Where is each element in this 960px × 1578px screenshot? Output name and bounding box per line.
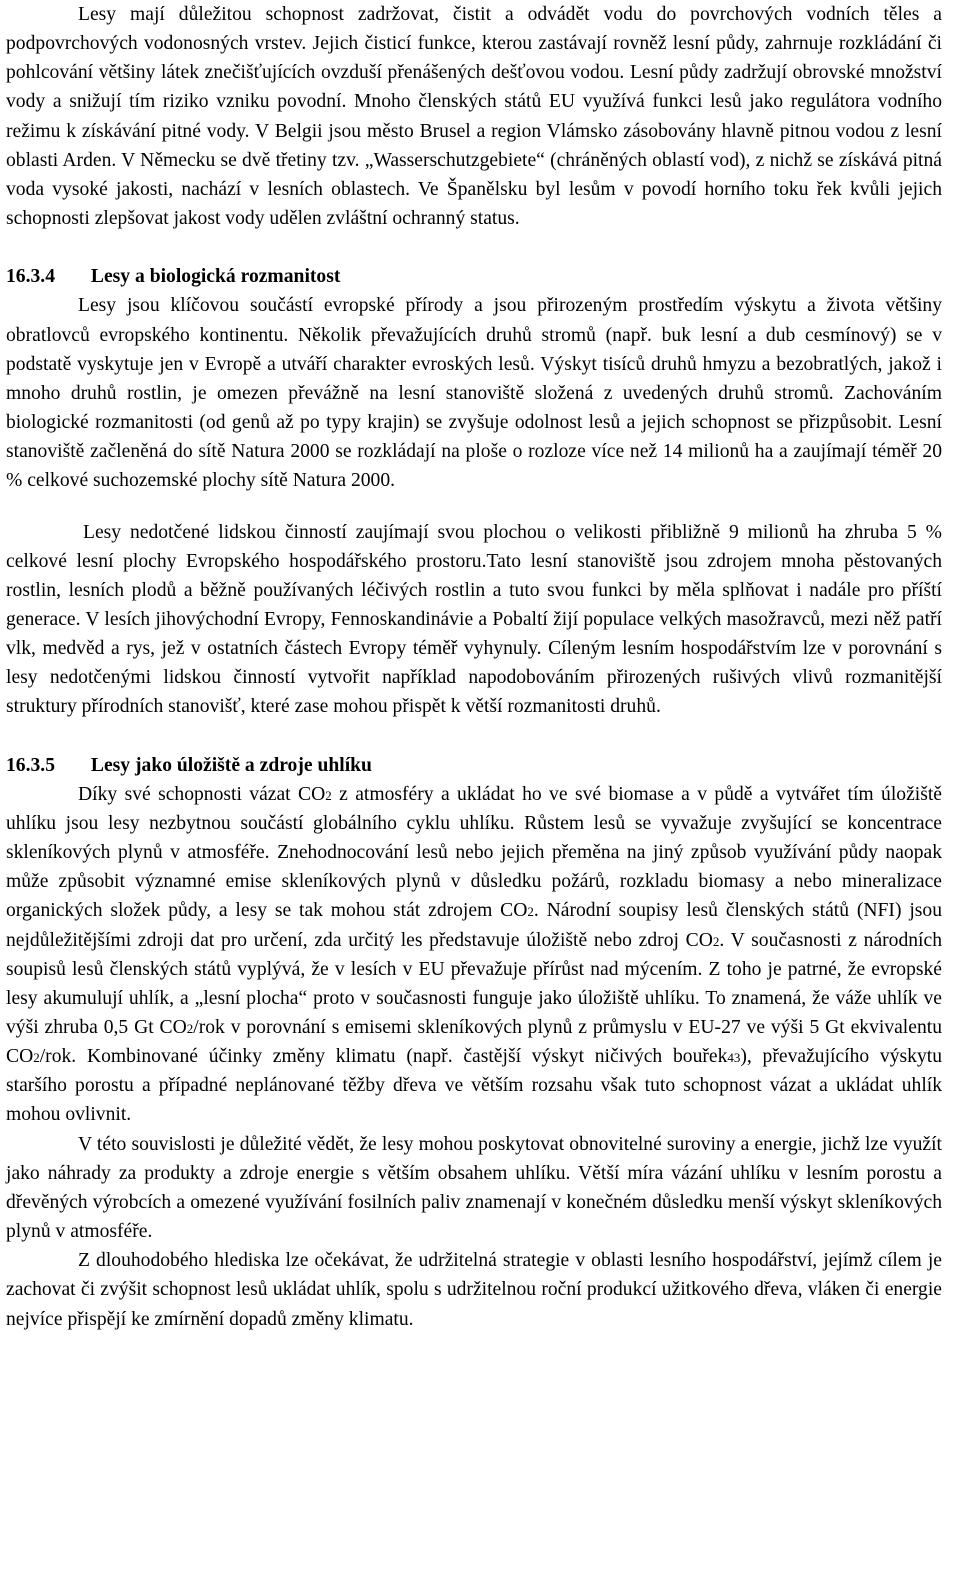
text-run: ), převažujícího výskytu staršího porostu a případné neplánované těžby dřeva ve větším rozsahu však tuto schopnost vázat a ukládat uhlík mohou ovlivnit.: [6, 1046, 942, 1126]
subscript: 2: [325, 787, 332, 803]
subscript: 2: [186, 1021, 194, 1036]
section-title: Lesy a biologická rozmanitost: [90, 266, 341, 288]
text-run: /rok v porovnání s emisemi skleníkových plynů z průmyslu v EU-27 ve výši 5 Gt ekvivalentu CO: [6, 1017, 942, 1068]
section-title: Lesy jako úložiště a zdroje uhlíku: [90, 754, 372, 776]
section-number: 16.3.5: [6, 754, 55, 776]
text-run: . Národní soupisy lesů členských států (NFI) jsou nejdůležitějšími zdroji dat pro určení, zda určitý les představuje úložiště nebo zdroj CO: [6, 900, 942, 951]
paragraph-water: Lesy mají důležitou schopnost zadržovat, čistit a odvádět vodu do povrchových vodních těles a podpovrchových vodonosných vrstev. Jejich čisticí funkce, kterou zastávají rovněž lesní půdy, zahrnuje rozkládání či pohlcování většiny látek znečišťujících ovzduší přenášených dešťovou vodou. Lesní půdy zadržují obrovské množství vody a snižují tím riziko vzniku povodní. Mnoho členských států EU využívá funkci lesů jako regulátora vodního režimu k získávání pitné vody. V Belgii jsou město Brusel a region Vlámsko zásobovány hlavně pitnou vodou z lesní oblasti Arden. V Německu se dvě třetiny tzv. „Wasserschutzgebiete“ (chráněných oblastí vod), z nichž se získává pitná voda vysoké jakosti, nachází v lesních oblastech. Ve Španělsku byl lesům v povodí horního toku řek kvůli jejich schopnosti zlepšovat jakost vody udělen zvláštní ochranný status.: [6, 4, 942, 230]
footnote-ref: 43: [727, 1050, 741, 1066]
subscript: 2: [33, 1050, 40, 1066]
paragraph-biodiversity-1: Lesy jsou klíčovou součástí evropské přírody a jsou přirozeným prostředím výskytu a života většiny obratlovců evropského kontinentu. Několik převažujících druhů stromů (např. buk lesní a dub cesmínový) se v podstatě vyskytuje jen v Evropě a utváří charakter evroských lesů. Výskyt tisíců druhů hmyzu a bezobratlých, jakož i mnoho druhů rostlin, je omezen převážně na lesní stanoviště složená z uvedených druhů stromů. Zachováním biologické rozmanitosti (od genů až po typy krajin) se zvyšuje odolnost lesů a jejich schopnost se přizpůsobit. Lesní stanoviště začleněná do sítě Natura 2000 se rozkládají na ploše o rozloze více než 14 milionů ha a zaujímají téměř 20 % celkové suchozemské plochy sítě Natura 2000.: [6, 295, 942, 492]
text-run: /rok. Kombinované účinky změny klimatu (např. častější výskyt ničivých bouřek: [39, 1046, 728, 1068]
subscript: 2: [527, 904, 534, 920]
paragraph-carbon-1: [6, 780, 942, 1130]
paragraph-carbon-3: Z dlouhodobého hlediska lze očekávat, že udržitelná strategie v oblasti lesního hospodářství, jejímž cílem je zachovat či zvýšit schopnost lesů ukládat uhlík, spolu s udržitelnou roční produkcí užitkového dřeva, vláken či energie nejvíce přispějí ke zmírnění dopadů změny klimatu.: [6, 1250, 942, 1330]
section-heading-biodiversity: [6, 262, 942, 291]
text-run: . V současnosti z národních soupisů lesů členských států vyplývá, že v lesích v EU převažuje přírůst nad mýcením. Z toho je patrné, že evropské lesy akumulují uhlík, a „lesní plocha“ proto v současnosti funguje jako úložiště uhlíku. To znamená, že váže uhlík ve výši zhruba 0,5 Gt CO: [6, 929, 942, 1038]
section-heading-carbon: [6, 751, 942, 780]
text-run: z atmosféry a ukládat ho ve své biomase a v půdě a vytvářet tím úložiště uhlíku jsou lesy nezbytnou součástí globálního cyklu uhlíku. Růstem lesů se vyvažuje zvyšující se koncentrace skleníkových plynů v atmosféře. Znehodnocování lesů nebo jejich přeměna na jiný způsob využívání půdy naopak může způsobit významné emise skleníkových plynů v důsledku požárů, rozkladu biomasy a nebo mineralizace organických složek půdy, a lesy se tak mohou stát zdrojem CO: [6, 783, 942, 922]
subscript: 2: [712, 933, 720, 949]
paragraph-carbon-2: V této souvislosti je důležité vědět, že lesy mohou poskytovat obnovitelné suroviny a energie, jichž lze využít jako náhrady za produkty a zdroje energie s větším obsahem uhlíku. Větší míra vázání uhlíku v lesním porostu a dřevěných výrobcích a omezené využívání fosilních paliv znamenají v konečném důsledku menší výskyt skleníkových plynů v atmosféře.: [6, 1133, 942, 1243]
text-run: Díky své schopnosti vázat CO: [78, 783, 326, 805]
section-number: 16.3.4: [6, 266, 55, 288]
paragraph-biodiversity-2: Lesy nedotčené lidskou činností zaujímají svou plochou o velikosti přibližně 9 milionů ha zhruba 5 % celkové lesní plochy Evropského hospodářského prostoru.Tato lesní stanoviště jsou zdrojem mnoha pěstovaných rostlin, lesních plodů a běžně používaných léčivých rostlin a tuto svou funkci by měla splňovat i nadále pro příští generace. V lesích jihovýchodní Evropy, Fennoskandinávie a Pobaltí žijí populace velkých masožravců, mezi něž patří vlk, medvěd a rys, jež v ostatních částech Evropy téměř vyhynuly. Cíleným lesním hospodářstvím lze v porovnání s lesy nedotčenými lidskou činností vytvořit například napodobováním přirozených rušivých vlivů rozmanitější struktury přírodních stanovišť, které zase mohou přispět k větší rozmanitosti druhů.: [6, 521, 942, 718]
document-page: [6, 0, 942, 1334]
